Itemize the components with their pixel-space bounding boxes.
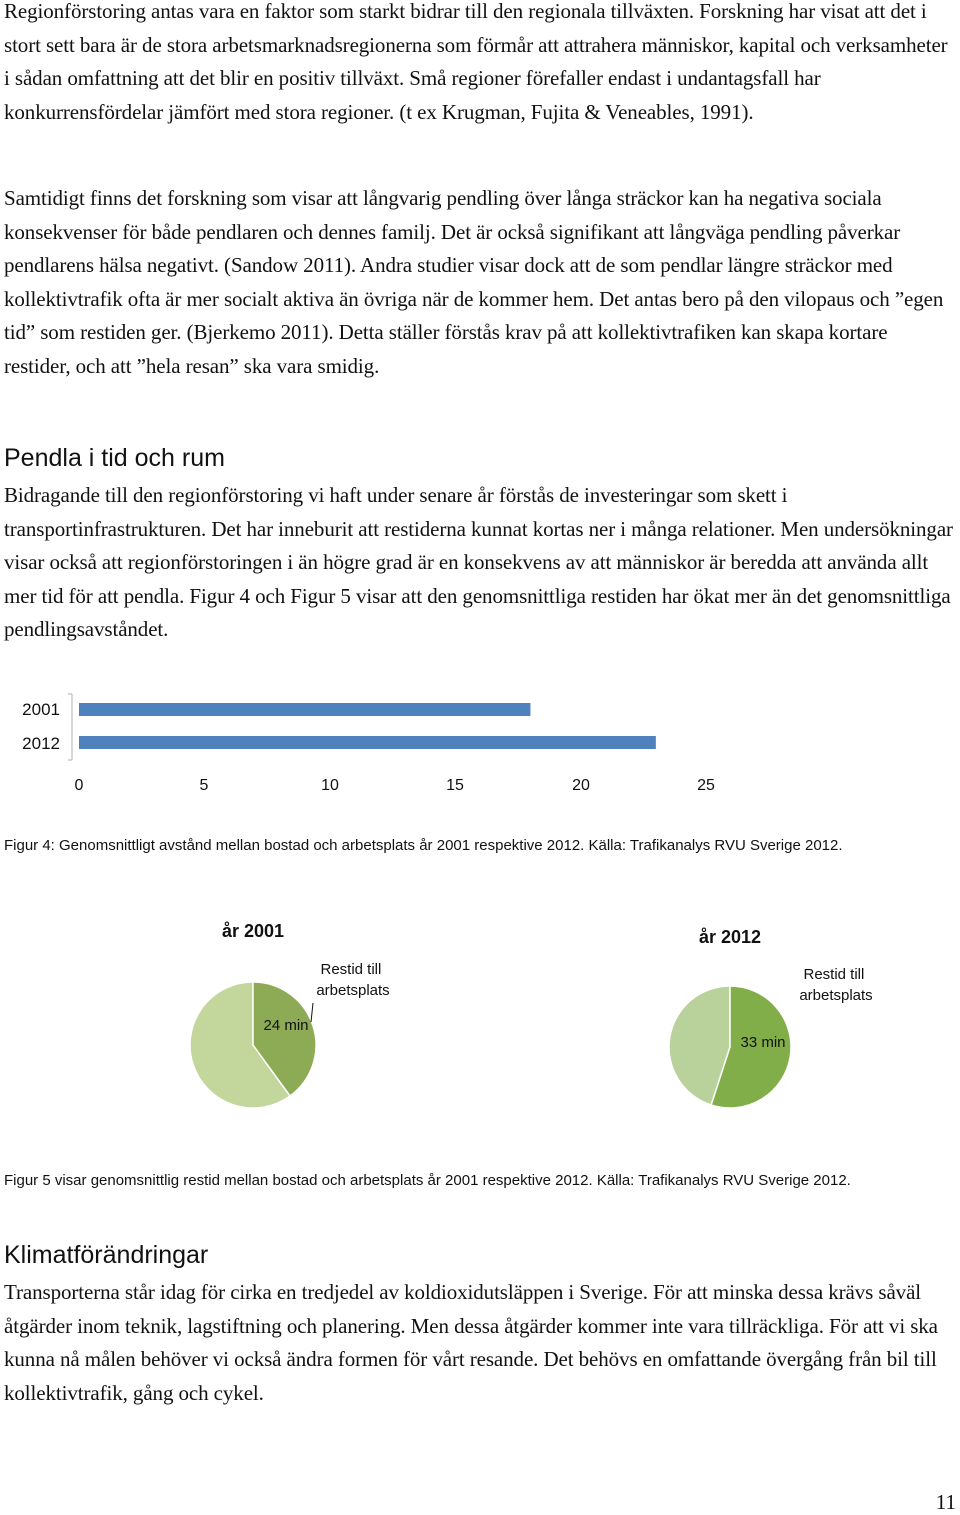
x-tick-5: 5 xyxy=(199,777,209,794)
bar-2012 xyxy=(79,736,656,749)
figure-4-bar-chart xyxy=(0,680,960,800)
pie-2012-title: år 2012 xyxy=(698,927,762,947)
pie-2012-slice-label xyxy=(799,966,872,1004)
pie-2001-slice-label xyxy=(316,961,389,999)
x-tick-20: 20 xyxy=(572,777,590,794)
x-tick-25: 25 xyxy=(697,777,715,794)
x-tick-10: 10 xyxy=(321,777,339,794)
x-tick-0: 0 xyxy=(74,777,84,794)
pie-2001-title: år 2001 xyxy=(221,921,285,941)
paragraph-bidragande: Bidragande till den regionförstoring vi haft under senare år förstås de investeringar som skett i transportinfrastrukturen. Det har inneburit att restiderna kunnat kortas ner i många relationer. Men undersökningar visar också att regionförstoringen i än högre grad är en konsekvens av att människor är beredda att använda allt mer tid för att pendla. Figur 4 och Figur 5 visar att den genomsnittliga restiden har ökat mer än det genomsnittliga pendlingsavståndet. xyxy=(4,483,953,641)
paragraph-regionforstoring: Regionförstoring antas vara en faktor som starkt bidrar till den regionala tillväxten. Forskning har visat att det i stort sett bara är de stora arbetsmarknadsregionerna som förmår att attrahera människor, kapital och verksamheter i sådan omfattning att det blir en positiv tillväxt. Små regioner förefaller endast i undantagsfall har konkurrensfördelar jämfört med stora regioner. (t ex Krugman, Fujita & Veneables, 1991). xyxy=(4,0,948,124)
bar-category-label-2012: 2012 xyxy=(22,734,60,753)
x-tick-15: 15 xyxy=(446,777,464,794)
figure-5-pie-charts xyxy=(0,905,960,1120)
paragraph-transporterna: Transporterna står idag för cirka en tredjedel av koldioxidutsläppen i Sverige. För att minska dessa krävs såväl åtgärder inom teknik, lagstiftning och planering. Men dessa åtgärder kommer inte vara tillräckliga. För att vi ska kunna nå målen behöver vi också ändra formen för vårt resande. Det behövs en omfattande övergång från bil till kollektivtrafik, gång och cykel. xyxy=(4,1280,938,1405)
heading-klimatforandringar: Klimatförändringar xyxy=(4,1241,209,1269)
pie-2001-slice-label-line-2: arbetsplats xyxy=(316,982,390,999)
pie-2012-slice-label-line-1: Restid till xyxy=(803,966,865,983)
heading-pendla-i-tid-och-rum: Pendla i tid och rum xyxy=(4,444,225,472)
pie-2012-slice-label-line-2: arbetsplats xyxy=(799,987,873,1004)
pie-2012-value-label: 33 min xyxy=(740,1034,786,1051)
caption-figur-5: Figur 5 visar genomsnittlig restid mellan bostad och arbetsplats år 2001 respektive 2012. Källa: Trafikanalys RVU Sverige 2012. xyxy=(4,1172,851,1189)
page-number: 11 xyxy=(935,1490,956,1514)
paragraph-pendling-konsekvenser: Samtidigt finns det forskning som visar att långvarig pendling över långa sträckor kan ha negativa sociala konsekvenser för både pendlaren och dennes familj. Det är också signifikant att långväga pendling påverkar pendlarens hälsa negativt. (Sandow 2011). Andra studier visar dock att de som pendlar längre sträckor med kollektivtrafik ofta är mer socialt aktiva än övriga när de kommer hem. Det antas bero på den vilopaus och ”egen tid” som restiden ger. (Bjerkemo 2011). Detta ställer förstås krav på att kollektivtrafiken kan skapa kortare restider, och att ”hela resan” ska vara smidig. xyxy=(4,186,944,378)
pie-2001-slice-label-line-1: Restid till xyxy=(320,961,382,978)
bar-category-label-2001: 2001 xyxy=(22,700,60,719)
pie-2001-value-label: 24 min xyxy=(263,1017,309,1034)
caption-figur-4: Figur 4: Genomsnittligt avstånd mellan bostad och arbetsplats år 2001 respektive 2012. Källa: Trafikanalys RVU Sverige 2012. xyxy=(4,837,843,854)
bar-2001 xyxy=(79,703,530,716)
pie-2001-leader-line xyxy=(311,1003,313,1022)
